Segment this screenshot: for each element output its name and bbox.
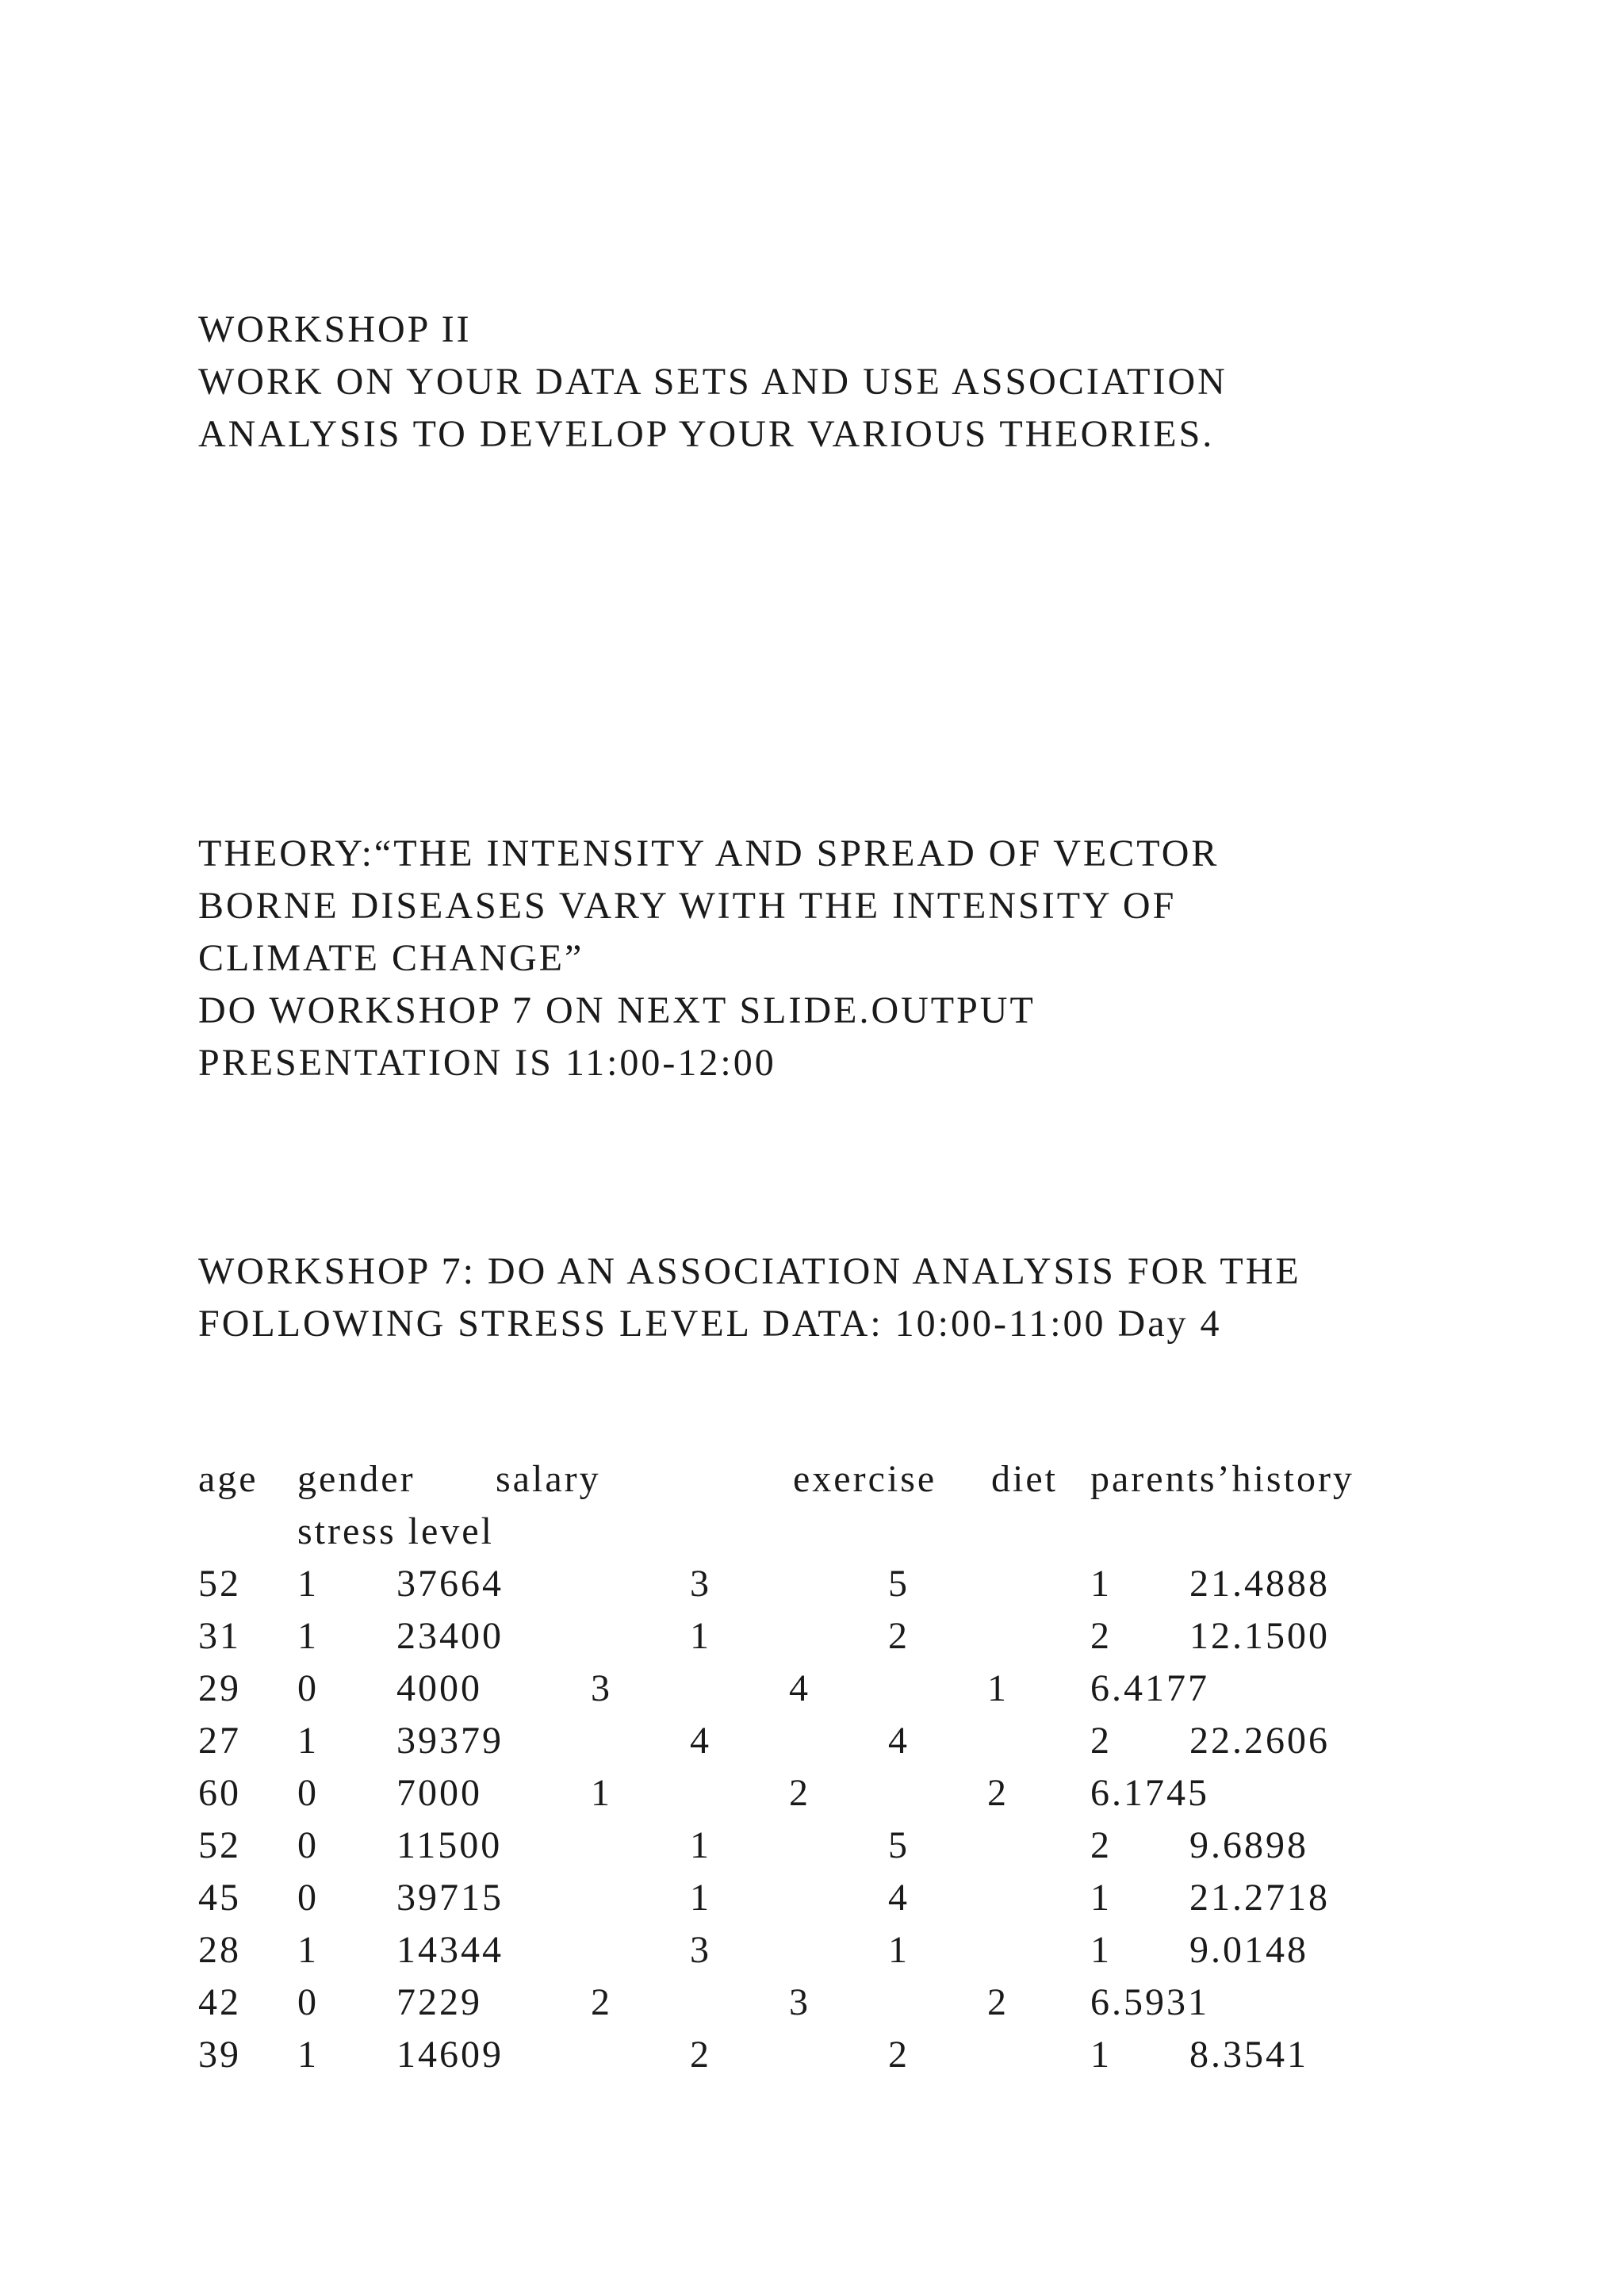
cell-salary: 7000: [396, 1772, 482, 1814]
cell-exercise: 3: [690, 1563, 711, 1605]
cell-exercise: 4: [690, 1720, 711, 1762]
cell-gender: 1: [297, 1563, 319, 1605]
cell-age: 42: [198, 1981, 241, 2023]
cell-age: 39: [198, 2034, 241, 2076]
cell-gender: 0: [297, 1824, 319, 1866]
cell-age: 60: [198, 1772, 241, 1814]
cell-gender: 0: [297, 1667, 319, 1709]
workshop-7-line-2: FOLLOWING STRESS LEVEL DATA: 10:00-11:00 Day 4: [198, 1303, 1222, 1345]
cell-salary: 14344: [396, 1929, 504, 1971]
cell-salary: 4000: [396, 1667, 482, 1709]
cell-age: 45: [198, 1877, 241, 1919]
cell-age: 27: [198, 1720, 241, 1762]
cell-gender: 0: [297, 1877, 319, 1919]
cell-diet: 1: [888, 1929, 910, 1971]
cell-age: 28: [198, 1929, 241, 1971]
header-gender: gender: [297, 1458, 416, 1500]
header-exercise: exercise: [793, 1458, 937, 1500]
theory-line-3: CLIMATE CHANGE”: [198, 937, 584, 979]
cell-diet: 5: [888, 1563, 910, 1605]
cell-exercise: 1: [591, 1772, 612, 1814]
cell-salary: 39715: [396, 1877, 504, 1919]
cell-gender: 1: [297, 1720, 319, 1762]
cell-parents-history: 1: [1090, 1563, 1112, 1605]
cell-exercise: 1: [690, 1615, 711, 1657]
header-salary: salary: [496, 1458, 601, 1500]
cell-exercise: 2: [690, 2034, 711, 2076]
cell-diet: 4: [888, 1877, 910, 1919]
cell-parents-history: 2: [987, 1772, 1009, 1814]
cell-diet: 2: [888, 1615, 910, 1657]
cell-stress-level: 8.3541: [1189, 2034, 1308, 2076]
theory-line-5: PRESENTATION IS 11:00-12:00: [198, 1042, 776, 1084]
cell-parents-history: 1: [1090, 2034, 1112, 2076]
cell-gender: 1: [297, 1615, 319, 1657]
cell-parents-history: 2: [1090, 1824, 1112, 1866]
cell-stress-level: 9.0148: [1189, 1929, 1308, 1971]
cell-exercise: 3: [690, 1929, 711, 1971]
workshop-7-line-1: WORKSHOP 7: DO AN ASSOCIATION ANALYSIS FOR THE: [198, 1250, 1301, 1292]
cell-exercise: 1: [690, 1824, 711, 1866]
cell-salary: 7229: [396, 1981, 482, 2023]
cell-age: 31: [198, 1615, 241, 1657]
cell-exercise: 1: [690, 1877, 711, 1919]
cell-diet: 4: [888, 1720, 910, 1762]
header-age: age: [198, 1458, 259, 1500]
cell-stress-level: 6.1745: [1090, 1772, 1209, 1814]
cell-salary: 14609: [396, 2034, 504, 2076]
cell-age: 52: [198, 1563, 241, 1605]
theory-line-4: DO WORKSHOP 7 ON NEXT SLIDE.OUTPUT: [198, 989, 1036, 1031]
cell-exercise: 3: [591, 1667, 612, 1709]
cell-age: 29: [198, 1667, 241, 1709]
cell-parents-history: 1: [1090, 1929, 1112, 1971]
cell-parents-history: 2: [987, 1981, 1009, 2023]
cell-gender: 0: [297, 1981, 319, 2023]
cell-stress-level: 21.2718: [1189, 1877, 1330, 1919]
cell-age: 52: [198, 1824, 241, 1866]
cell-gender: 0: [297, 1772, 319, 1814]
cell-diet: 3: [789, 1981, 810, 2023]
cell-stress-level: 6.4177: [1090, 1667, 1209, 1709]
header-diet: diet: [991, 1458, 1058, 1500]
cell-stress-level: 9.6898: [1189, 1824, 1308, 1866]
cell-stress-level: 21.4888: [1189, 1563, 1330, 1605]
cell-stress-level: 12.1500: [1189, 1615, 1330, 1657]
cell-gender: 1: [297, 2034, 319, 2076]
cell-stress-level: 22.2606: [1189, 1720, 1330, 1762]
cell-parents-history: 1: [987, 1667, 1009, 1709]
cell-salary: 39379: [396, 1720, 504, 1762]
theory-line-1: THEORY:“THE INTENSITY AND SPREAD OF VECTOR: [198, 832, 1220, 874]
cell-parents-history: 2: [1090, 1615, 1112, 1657]
cell-diet: 2: [888, 2034, 910, 2076]
cell-salary: 23400: [396, 1615, 504, 1657]
cell-parents-history: 2: [1090, 1720, 1112, 1762]
cell-stress-level: 6.5931: [1090, 1981, 1209, 2023]
cell-gender: 1: [297, 1929, 319, 1971]
header-stress-level: stress level: [297, 1510, 494, 1552]
cell-salary: 37664: [396, 1563, 504, 1605]
cell-exercise: 2: [591, 1981, 612, 2023]
workshop-ii-line-2: WORK ON YOUR DATA SETS AND USE ASSOCIATION: [198, 361, 1228, 403]
cell-diet: 2: [789, 1772, 810, 1814]
header-parents-history: parents’history: [1090, 1458, 1354, 1500]
cell-diet: 4: [789, 1667, 810, 1709]
cell-salary: 11500: [396, 1824, 503, 1866]
workshop-ii-title: WORKSHOP II: [198, 308, 472, 350]
cell-parents-history: 1: [1090, 1877, 1112, 1919]
workshop-ii-line-3: ANALYSIS TO DEVELOP YOUR VARIOUS THEORIES.: [198, 413, 1215, 455]
theory-line-2: BORNE DISEASES VARY WITH THE INTENSITY OF: [198, 885, 1177, 927]
cell-diet: 5: [888, 1824, 910, 1866]
